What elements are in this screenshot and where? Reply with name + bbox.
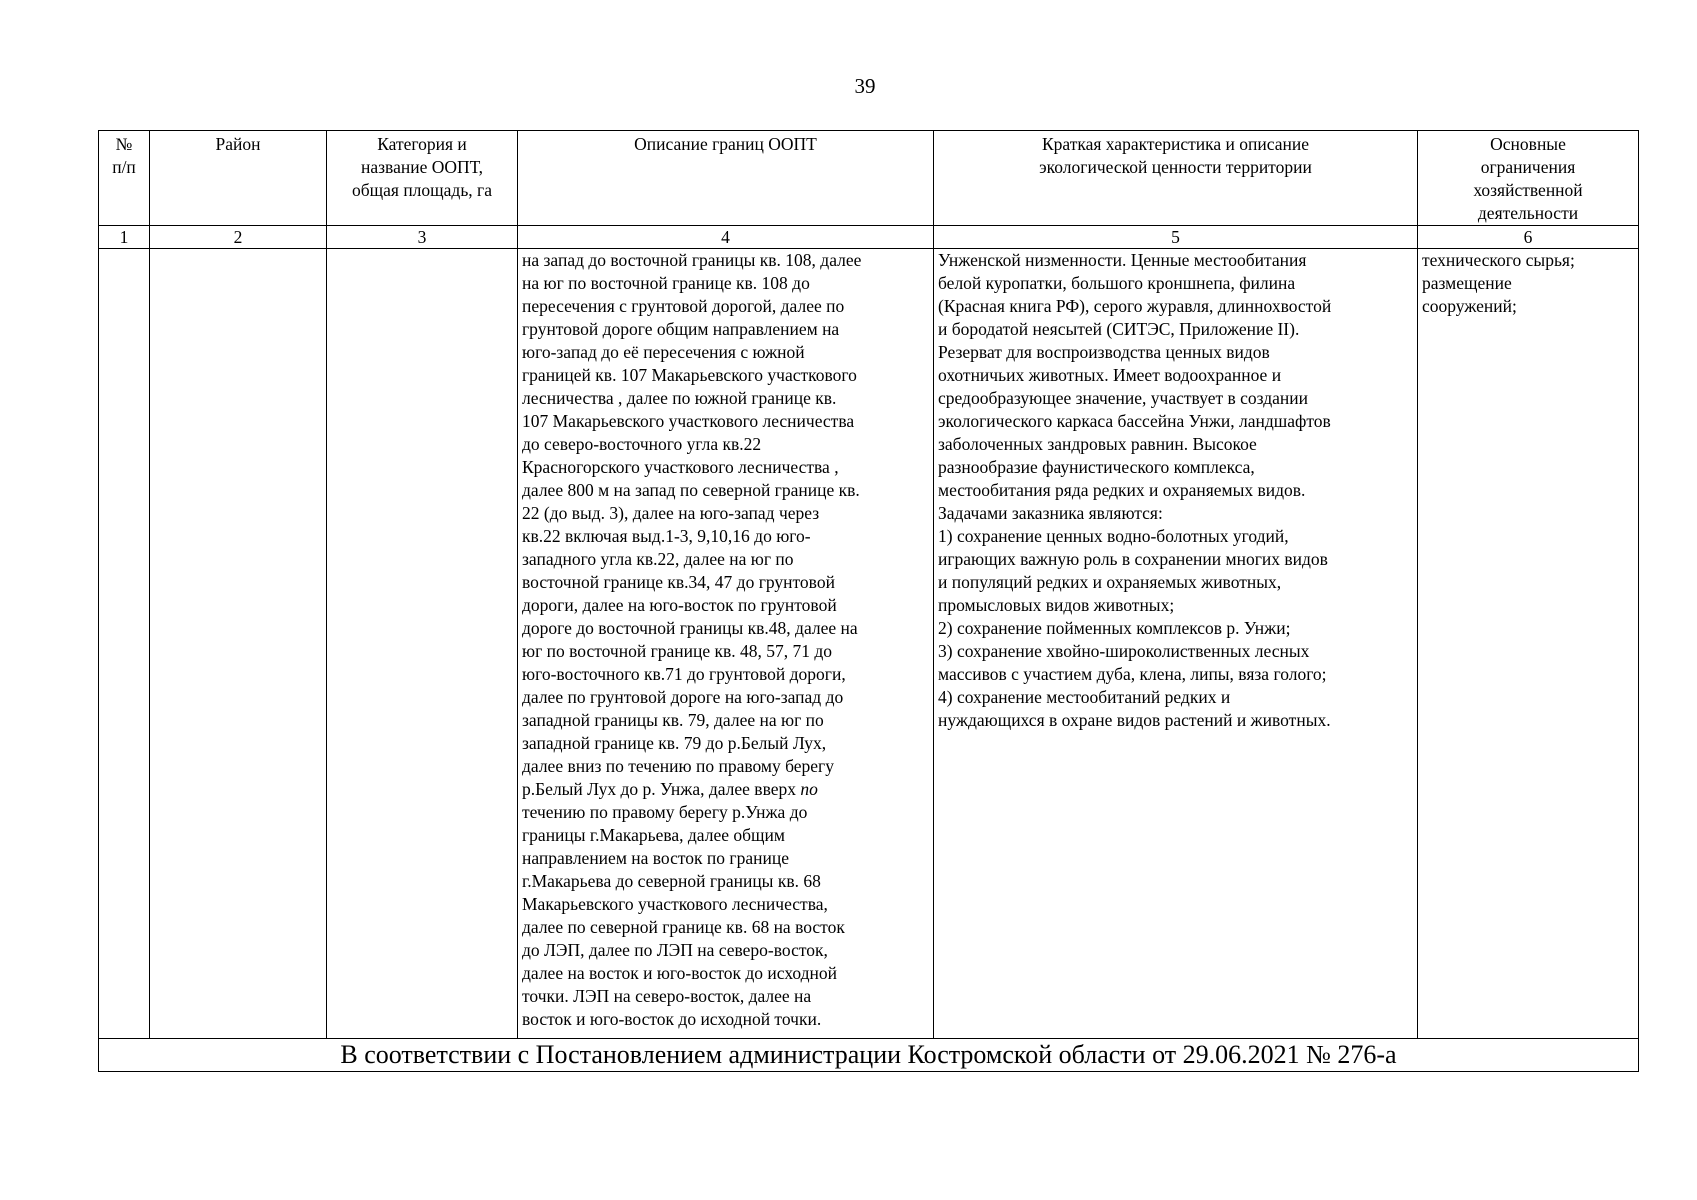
characteristics-text [938,249,1413,732]
cell-restrictions [1418,249,1639,1039]
boundaries-line: до северо-восточного угла кв.22 [522,434,762,454]
column-number: 3 [327,226,518,249]
cell-category [327,249,518,1039]
boundaries-line: пересечения с грунтовой дорогой, далее по [522,296,845,316]
boundaries-line: точки. ЛЭП на северо-восток, далее на [522,986,812,1006]
header-restrictions [1418,131,1639,226]
boundaries-line: границы г.Макарьева, далее общим [522,825,785,845]
header-number [99,131,150,226]
page-number: 39 [854,74,876,98]
boundaries-line: границей кв. 107 Макарьевского участкового [522,365,857,385]
characteristics-line: белой куропатки, большого кроншнепа, филина [938,273,1296,293]
header-line: ограничения [1480,157,1576,177]
boundaries-line: далее по северной границе кв. 68 на восток [522,917,845,937]
boundaries-line: лесничества , далее по южной границе кв. [522,388,837,408]
header-line: общая площадь, га [352,180,492,200]
boundaries-line: Макарьевского участкового лесничества, [522,894,828,914]
characteristics-line: заболоченных зандровых равнин. Высокое [938,434,1257,454]
boundaries-line: далее на восток и юго-восток до исходной [522,963,838,983]
characteristics-line: 3) сохранение хвойно-широколиственных лесных [938,641,1310,661]
boundaries-line: грунтовой дороге общим направлением на [522,319,840,339]
boundaries-line: западной границы кв. 79, далее на юг по [522,710,824,730]
header-characteristics [934,131,1418,226]
boundaries-line: западного угла кв.22, далее на юг по [522,549,794,569]
characteristics-line: охотничьих животных. Имеет водоохранное и [938,365,1282,385]
boundaries-line: на запад до восточной границы кв. 108, далее [522,250,862,270]
boundaries-line: западной границе кв. 79 до р.Белый Лух, [522,733,827,753]
boundaries-line: далее 800 м на запад по северной границе кв. [522,480,860,500]
header-line: деятельности [1477,203,1579,223]
characteristics-line: 2) сохранение пойменных комплексов р. Унжи; [938,618,1291,638]
restrictions-text [1422,249,1634,318]
boundaries-line: далее вниз по течению по правому берегу [522,756,834,776]
boundaries-line: Красногорского участкового лесничества , [522,457,839,477]
characteristics-line: 1) сохранение ценных водно-болотных угодий, [938,526,1289,546]
header-line: хозяйственной [1473,180,1583,200]
boundaries-line: юго-восточного кв.71 до грунтовой дороги, [522,664,846,684]
characteristics-line: средообразующее значение, участвует в создании [938,388,1309,408]
boundaries-line: дороги, далее на юго-восток по грунтовой [522,595,837,615]
boundaries-line: юг по восточной границе кв. 48, 57, 71 до [522,641,833,661]
boundaries-line: восток и юго-восток до исходной точки. [522,1009,822,1029]
characteristics-line: и популяций редких и охраняемых животных, [938,572,1282,592]
boundaries-line: кв.22 включая выд.1-3, 9,10,16 до юго- [522,526,811,546]
header-line: Район [215,134,261,154]
header-line: № [115,134,133,154]
restrictions-line: размещение [1422,273,1512,293]
table-row [99,249,1639,1039]
table-header-row [99,131,1639,226]
boundaries-line: р.Белый Лух до р. Унжа, далее вверх по [522,779,818,799]
column-number: 6 [1418,226,1639,249]
characteristics-line: экологического каркаса бассейна Унжи, ландшафтов [938,411,1331,431]
column-number: 2 [150,226,327,249]
boundaries-line: течению по правому берегу р.Унжа до [522,802,808,822]
header-line: п/п [112,157,136,177]
characteristics-line: Резерват для воспроизводства ценных видов [938,342,1270,362]
boundaries-line: 22 (до выд. 3), далее на юго-запад через [522,503,820,523]
header-line: экологической ценности территории [1039,157,1312,177]
cell-district [150,249,327,1039]
characteristics-line: Унженской низменности. Ценные местообитания [938,250,1307,270]
boundaries-text [522,249,929,778]
restrictions-line: сооружений; [1422,296,1517,316]
header-district [150,131,327,226]
resolution-note: В соответствии с Постановлением администрации Костромской области от 29.06.2021 № 276-а [99,1039,1639,1072]
cell-number [99,249,150,1039]
header-boundaries [518,131,934,226]
boundaries-line: далее по грунтовой дороге на юго-запад до [522,687,844,707]
boundaries-text [522,801,929,1031]
column-number: 5 [934,226,1418,249]
characteristics-line: промысловых видов животных; [938,595,1175,615]
characteristics-line: массивов с участием дуба, клена, липы, вяза голого; [938,664,1327,684]
header-line: Описание границ ООПТ [634,134,817,154]
characteristics-line: (Красная книга РФ), серого журавля, длиннохвостой [938,296,1332,316]
header-line: название ООПТ, [361,157,483,177]
boundaries-line: на юг по восточной границе кв. 108 до [522,273,810,293]
boundaries-line: г.Макарьева до северной границы кв. 68 [522,871,821,891]
column-number: 1 [99,226,150,249]
characteristics-line: и бородатой неясытей (СИТЭС, Приложение II). [938,319,1300,339]
cell-boundaries [518,249,934,1039]
characteristics-line: 4) сохранение местообитаний редких и [938,687,1231,707]
boundaries-line: направлением на восток по границе [522,848,789,868]
boundaries-line: юго-запад до её пересечения с южной [522,342,805,362]
header-line: Категория и [377,134,467,154]
restrictions-line: технического сырья; [1422,250,1575,270]
characteristics-line: Задачами заказника являются: [938,503,1163,523]
header-line: Основные [1490,134,1566,154]
characteristics-line: нуждающихся в охране видов растений и животных. [938,710,1331,730]
characteristics-line: разнообразие фаунистического комплекса, [938,457,1255,477]
protected-areas-table [98,130,1639,1072]
column-number: 4 [518,226,934,249]
boundaries-line: 107 Макарьевского участкового лесничества [522,411,855,431]
header-line: Краткая характеристика и описание [1041,134,1310,154]
boundaries-line: восточной границе кв.34, 47 до грунтовой [522,572,835,592]
cell-characteristics [934,249,1418,1039]
characteristics-line: играющих важную роль в сохранении многих видов [938,549,1328,569]
characteristics-line: местообитания ряда редких и охраняемых видов. [938,480,1306,500]
column-number-row [99,226,1639,249]
boundaries-line: дороге до восточной границы кв.48, далее на [522,618,858,638]
header-category [327,131,518,226]
boundaries-line: до ЛЭП, далее по ЛЭП на северо-восток, [522,940,828,960]
footer-row [99,1039,1639,1072]
